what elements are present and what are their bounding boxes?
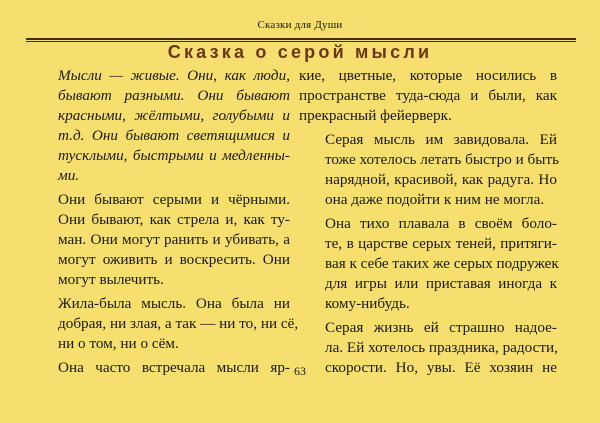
text-line: для игры или приставая иногда к: [325, 275, 557, 293]
text-line: пространстве туда-сюда и были, как: [299, 86, 557, 104]
paragraph-continuation: [299, 66, 557, 126]
story-title: Сказка о серой мысли: [167, 42, 433, 62]
text-line: Они бывают серыми и чёрными.: [58, 190, 290, 208]
text-line: Серая жизнь ей страшно надое-: [325, 319, 557, 337]
text-line: могут вылечить.: [58, 270, 164, 288]
right-column: [299, 66, 560, 383]
text-line: вая к себе таких же серых подружек: [325, 255, 559, 273]
text-line: кие, цветные, которые носились в: [299, 67, 557, 84]
text-line: могут оживить и воскресить. Они: [58, 250, 290, 268]
text-line: нарядной, красивой, как радуга. Но: [325, 171, 557, 189]
text-line: ми.: [58, 166, 80, 184]
text-line: красными, жёлтыми, голубыми и: [58, 106, 290, 124]
running-title: Сказки для Души: [257, 19, 343, 31]
text-line: Они бывают, как стрела и, как ту-: [58, 210, 290, 228]
text-line: ла. Ей хотелось праздника, радости,: [325, 339, 558, 357]
text-line: скорости. Но, увы. Её хозяин не: [325, 359, 557, 377]
text-line: тусклыми, быстрыми и медленны-: [58, 146, 290, 164]
text-line: Она часто встречала мысли яр-: [58, 359, 290, 377]
left-column: [32, 66, 299, 383]
text-line: тоже хотелось летать быстро и быть: [325, 151, 560, 169]
text-line: Жила-была мысль. Она была ни: [58, 294, 290, 312]
text-line: она даже подойти к ним не могла.: [325, 190, 545, 208]
paragraph: [299, 214, 557, 314]
paragraph: [299, 130, 560, 210]
text-line: ман. Они могут ранить и убивать, а: [58, 230, 290, 248]
text-line: добрая, ни злая, а так — ни то, ни сё,: [58, 314, 299, 332]
text-line: т.д. Они бывают светящимися и: [58, 126, 290, 144]
paragraph: [32, 294, 299, 354]
paragraph: [32, 190, 290, 290]
header-rule-thick: [26, 38, 576, 40]
text-line: Серая мысль им завидовала. Ей: [325, 131, 557, 149]
text-line: те, в царстве серых теней, притяги-: [325, 235, 557, 253]
text-line: ни о том, ни о сём.: [58, 334, 179, 352]
text-line: Мысли — живые. Они, как люди,: [58, 67, 290, 84]
text-line: прекрасный фейерверк.: [299, 106, 452, 124]
text-line: бывают разными. Они бывают: [58, 86, 290, 104]
text-line: Она тихо плавала в своём боло-: [325, 215, 557, 233]
paragraph: [32, 66, 290, 185]
text-line: кому-нибудь.: [325, 294, 410, 312]
page-number: 63: [294, 364, 306, 378]
